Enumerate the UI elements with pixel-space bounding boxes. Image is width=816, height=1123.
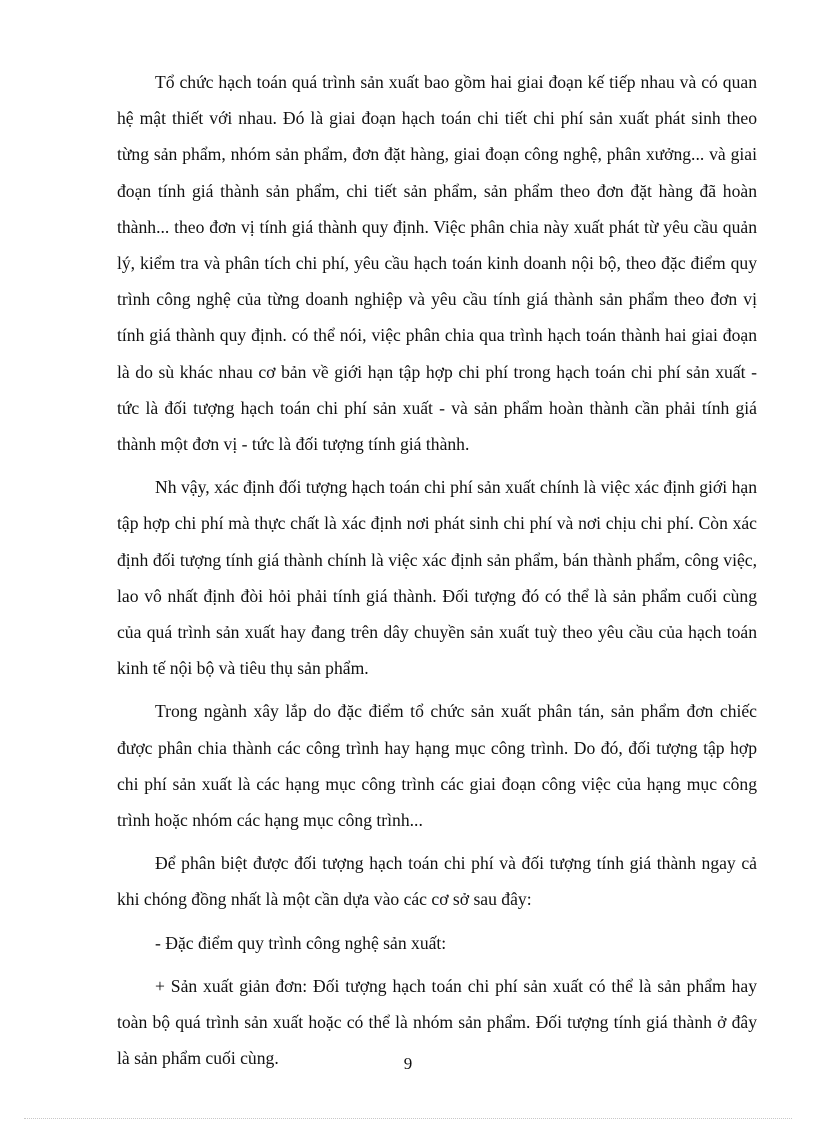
bottom-divider [24,1118,792,1119]
paragraph-3: Trong ngành xây lắp do đặc điểm tổ chức sản xuất phân tán, sản phẩm đơn chiếc được phân chia thành các công trình hay hạng mục công trình. Do đó, đối tượng tập hợp chi phí sản xuất là các hạng mục công trình các giai đoạn công việc của hạng mục công trình hoặc nhóm các hạng mục công trình... [117,701,757,831]
list-item: + Sản xuất giản đơn: Đối tượng hạch toán chi phí sản xuất có thể là sản phẩm hay toàn bộ quá trình sản xuất hoặc có thể là nhóm sản phẩm. Đối tượng tính giá thành ở đây là sản phẩm cuối cùng. [117,975,757,1069]
list-heading: - Đặc điểm quy trình công nghệ sản xuất: [155,932,447,953]
paragraph-2: Nh vậy, xác định đối tượng hạch toán chi phí sản xuất chính là việc xác định giới hạn tập hợp chi phí mà thực chất là xác định nơi phát sinh chi phí và nơi chịu chi phí. Còn xác định đối tượng tính giá thành chính là việc xác định sản phẩm, bán thành phẩm, công việc, lao vô nhất định đòi hỏi phải tính giá thành. Đối tượng đó có thể là sản phẩm cuối cùng của quá trình sản xuất hay đang trên dây chuyền sản xuất tuỳ theo yêu cầu của hạch toán kinh tế nội bộ và tiêu thụ sản phẩm. [117,477,757,679]
paragraph-1: Tổ chức hạch toán quá trình sản xuất bao gồm hai giai đoạn kế tiếp nhau và có quan hệ mật thiết với nhau. Đó là giai đoạn hạch toán chi tiết chi phí sản xuất phát sinh theo từng sản phẩm, nhóm sản phẩm, đơn đặt hàng, giai đoạn công nghệ, phân xưởng... và giai đoạn tính giá thành sản phẩm, chi tiết sản phẩm, sản phẩm theo đơn đặt hàng đã hoàn thành... theo đơn vị tính giá thành quy định. Việc phân chia này xuất phát từ yêu cầu quản lý, kiểm tra và phân tích chi phí, yêu cầu hạch toán kinh doanh nội bộ, theo đặc điểm quy trình công nghệ của từng doanh nghiệp và yêu cầu tính giá thành sản phẩm theo đơn vị tính giá thành quy định. có thể nói, việc phân chia qua trình hạch toán thành hai giai đoạn là do sù khác nhau cơ bản về giới hạn tập hợp chi phí trong hạch toán chi phí sản xuất - tức là đối tượng hạch toán chi phí sản xuất - và sản phẩm hoàn thành cần phải tính giá thành một đơn vị - tức là đối tượng tính giá thành. [117,72,757,455]
page-number: 9 [403,1054,413,1073]
body-text [117,64,757,1083]
paragraph-4: Để phân biệt được đối tượng hạch toán chi phí và đối tượng tính giá thành ngay cả khi chóng đồng nhất là một cần dựa vào các cơ sở sau đây: [117,853,757,910]
